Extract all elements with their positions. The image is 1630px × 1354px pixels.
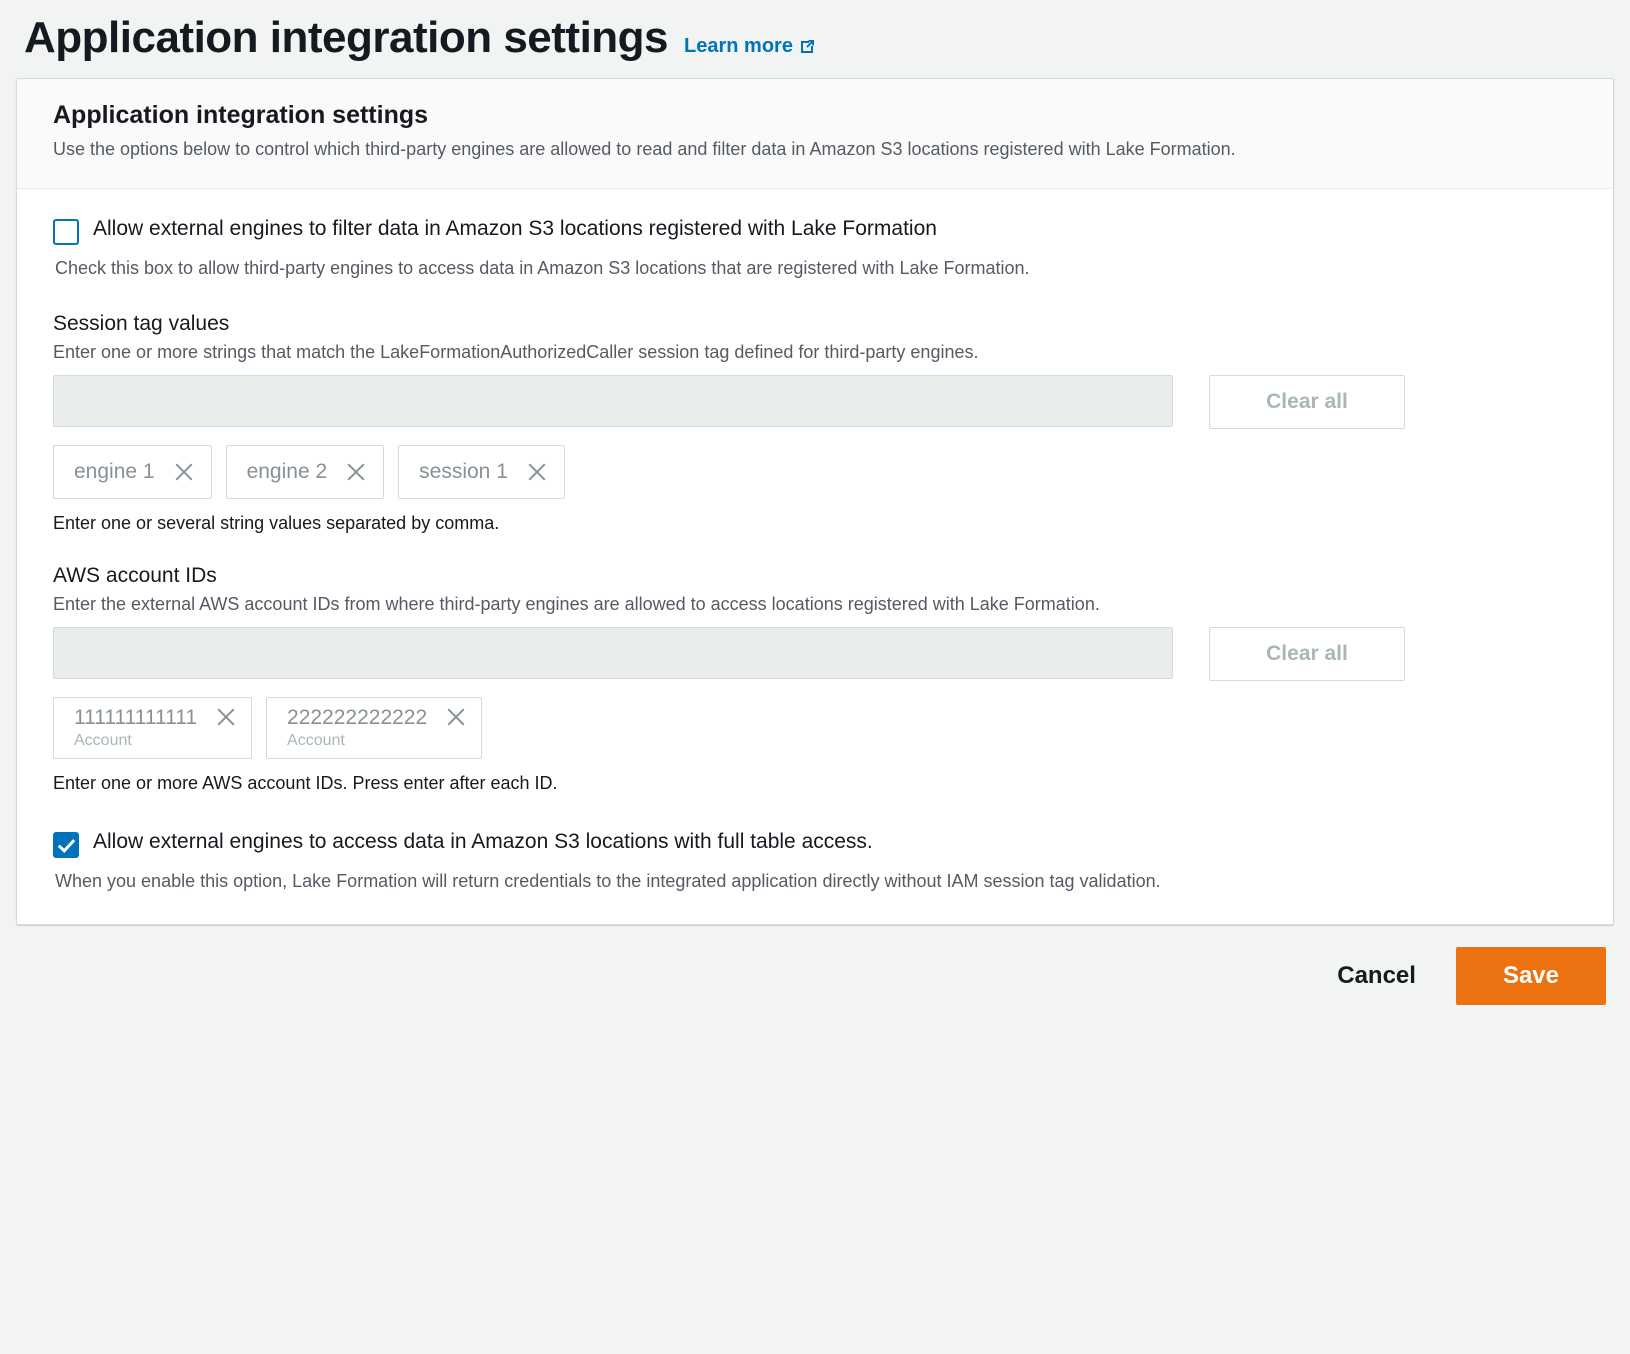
session-tag-hint: Enter one or several string values separated by comma. [53,512,500,533]
session-tag-input-row [53,375,1577,429]
full-table-access-checkbox-row[interactable] [53,828,1577,858]
token-remove-icon[interactable] [215,706,237,728]
filter-data-checkbox-label: Allow external engines to filter data in Amazon S3 locations registered with Lake Formation [93,217,937,241]
token-label: engine 1 [74,459,155,483]
token-remove-icon[interactable] [526,461,548,483]
token-item[interactable] [226,445,385,499]
token-item[interactable] [53,697,252,759]
full-table-access-help-text: When you enable this option, Lake Formation will return credentials to the integrated application directly without IAM session tag validation. [55,870,1161,891]
learn-more-label: Learn more [684,35,793,57]
learn-more-link[interactable] [684,35,816,58]
aws-account-ids-clear-all-button[interactable]: Clear all [1209,627,1405,681]
session-tag-values-label: Session tag values [53,311,230,335]
token-remove-icon[interactable] [345,461,367,483]
aws-account-ids-hint: Enter one or more AWS account IDs. Press enter after each ID. [53,772,558,793]
form-footer [16,925,1614,1005]
card-body [17,189,1613,923]
token-label: session 1 [419,459,508,483]
aws-account-ids-input-row [53,627,1577,681]
settings-card [16,78,1614,924]
filter-data-checkbox[interactable] [53,219,79,245]
save-button[interactable]: Save [1456,947,1606,1005]
session-tag-token-list [53,445,1577,499]
full-table-access-checkbox-label: Allow external engines to access data in Amazon S3 locations with full table access. [93,829,873,853]
aws-account-ids-description: Enter the external AWS account IDs from where third-party engines are allowed to access locations registered with Lake Formation. [53,593,1100,614]
token-label: engine 2 [246,459,328,483]
session-tag-clear-all-button[interactable]: Clear all [1209,375,1405,429]
session-tag-values-group [53,312,1577,534]
token-item[interactable] [398,445,565,499]
cancel-button[interactable]: Cancel [1323,952,1430,1000]
full-table-access-block [53,828,1577,894]
aws-account-ids-input[interactable] [53,627,1173,679]
session-tag-values-input[interactable] [53,375,1173,427]
token-item[interactable] [266,697,482,759]
aws-account-ids-group [53,564,1577,794]
token-label: 222222222222 [287,705,428,729]
token-remove-icon[interactable] [445,706,467,728]
full-table-access-checkbox[interactable] [53,832,79,858]
aws-account-ids-token-list [53,697,1577,759]
card-description: Use the options below to control which third-party engines are allowed to read and filter data in Amazon S3 locations registered with Lake Formation. [53,139,1236,160]
token-item[interactable] [53,445,212,499]
token-sublabel: Account [287,731,345,749]
token-label: 111111111111 [74,705,198,729]
filter-data-help-text: Check this box to allow third-party engines to access data in Amazon S3 locations that are registered with Lake Formation. [55,258,1030,279]
page-header [16,0,1614,78]
filter-data-checkbox-row[interactable] [53,215,1577,245]
card-title: Application integration settings [53,101,429,130]
card-header [17,79,1613,189]
page-title: Application integration settings [24,13,669,62]
session-tag-values-description: Enter one or more strings that match the LakeFormationAuthorizedCaller session tag defined for third-party engines. [53,341,979,362]
external-link-icon [799,38,816,55]
token-remove-icon[interactable] [173,461,195,483]
token-sublabel: Account [74,731,132,749]
aws-account-ids-label: AWS account IDs [53,563,217,587]
